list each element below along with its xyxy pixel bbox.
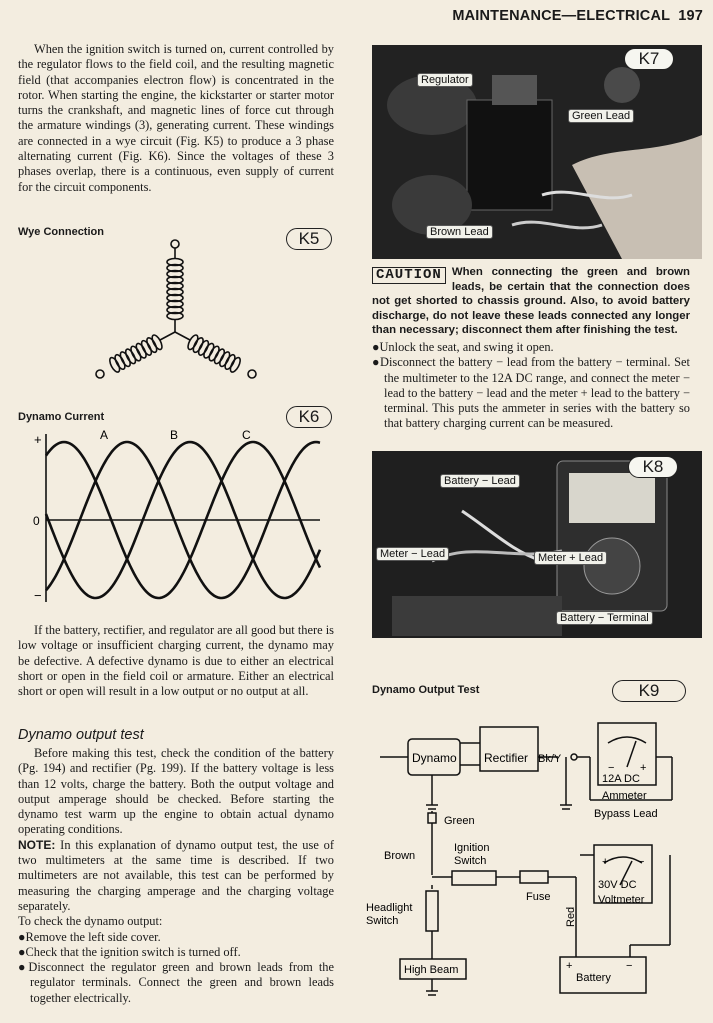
- range-12a-label: 12A DC: [602, 773, 640, 785]
- right-bullets: [372, 340, 690, 432]
- brown-label: Brown: [384, 850, 416, 862]
- fig-k9-label: K9: [612, 680, 686, 702]
- bky-label: Bk/Y: [538, 753, 562, 765]
- fig-k5-label: K5: [286, 228, 332, 250]
- voltmeter-label: Voltmeter: [598, 894, 645, 906]
- wave-a-label: A: [100, 428, 109, 442]
- wave-zero-label: 0: [33, 514, 40, 528]
- switch-label: Switch: [454, 855, 487, 867]
- bypass-lead-label: Bypass Lead: [594, 808, 658, 820]
- wye-connection-diagram: [80, 232, 290, 382]
- dynamo-defect-paragraph: [18, 623, 334, 699]
- k8-photo: [372, 451, 702, 638]
- dynamo-current-caption: Dynamo Current: [18, 411, 105, 423]
- red-label: Red: [565, 906, 577, 927]
- caution-block: [372, 265, 690, 338]
- k7-photo: [372, 45, 702, 259]
- page-number: 197: [678, 8, 703, 24]
- fuse-label: Fuse: [526, 891, 551, 903]
- caution-text: When connecting the green and brown leads, be certain that the connection does not get shorted to chassis ground. Also, to avoid battery discharge, do not leave these leads connected any longer than necessary; disconnect them after finishing the test.: [372, 266, 690, 336]
- ignition-label: Ignition: [454, 842, 490, 854]
- caution-label: CAUTION: [372, 267, 446, 284]
- fig-k7-label: K7: [624, 48, 674, 70]
- check-line: To check the dynamo output:: [18, 914, 163, 929]
- battery-plus: +: [566, 960, 573, 972]
- ammeter-plus: +: [640, 762, 647, 774]
- meter-plus-lead-tag: Meter + Lead: [534, 551, 607, 565]
- voltmeter-plus: +: [602, 856, 609, 868]
- section-title: Dynamo output test: [18, 727, 144, 743]
- voltmeter-minus: −: [638, 856, 645, 868]
- fig-k6-label: K6: [286, 406, 332, 428]
- fig-k8-label: K8: [628, 456, 678, 478]
- right-bullet-1: ●Unlock the seat, and swing it open.: [372, 340, 554, 354]
- wave-plus-label: +: [34, 432, 42, 447]
- wave-c-label: C: [242, 428, 251, 442]
- ammeter-label: Ammeter: [602, 790, 647, 802]
- battery-label: Battery: [576, 972, 611, 984]
- meter-minus-lead-tag: Meter − Lead: [376, 547, 449, 561]
- wye-caption: Wye Connection: [18, 226, 104, 238]
- dynamo-label: Dynamo: [412, 751, 457, 765]
- wave-minus-label: −: [34, 588, 42, 603]
- high-beam-label: High Beam: [404, 964, 459, 976]
- left-bullet-1: ●Remove the left side cover.: [18, 929, 161, 944]
- three-phase-wave-diagram: [24, 424, 324, 614]
- wave-b-label: B: [170, 428, 179, 442]
- header-title: MAINTENANCE—ELECTRICAL: [452, 8, 671, 24]
- dynamo-output-test-diagram: [366, 705, 710, 1005]
- k9-caption: Dynamo Output Test: [372, 684, 480, 696]
- dynamo-defect-text: If the battery, rectifier, and regulator are all good but there is low voltage or insufficient charging current, the dynamo may be defective. A defective dynamo is due to either an electrical short or open in the field coil or armature. Either an electrical short or open will result in a low output or no output at all.: [18, 623, 334, 699]
- test-paragraph: [18, 746, 334, 1006]
- k8-photo-shapes: [372, 451, 702, 638]
- headlight-label: Headlight: [366, 902, 413, 914]
- battery-lead-tag: Battery − Lead: [440, 474, 520, 488]
- left-bullet-2: ●Check that the ignition switch is turned off.: [18, 944, 241, 959]
- intro-text: When the ignition switch is turned on, current controlled by the regulator flows to the field coil, and the resulting magnetic field (that accompanies electron flow) is concentrated in the rotor. When starting the engine, the kickstarter or starter motor turns the crankshaft, and magnetic lines of force cut through the armature windings (3), generating current. These windings are connected in a wye circuit (Fig. K5) to produce a 3 phase alternating current (Fig. K6). Since the voltages of these 3 phases overlap, there is a continuous, even supply of current for the circuit components.: [18, 42, 334, 194]
- ammeter-minus: −: [608, 762, 615, 774]
- left-bullet-3: ●Disconnect the regulator green and brown leads from the regulator terminals. Connect the green and brown leads together electrically.: [18, 960, 334, 1005]
- battery-terminal-tag: Battery − Terminal: [556, 611, 653, 625]
- battery-minus: −: [626, 960, 633, 972]
- note-text: In this explanation of dynamo output test, the use of two multimeters at the same time is described. If two multimeters are not available, this test can be performed by measuring the charging amperage and the charging voltage separately.: [18, 837, 334, 913]
- page-header: [452, 8, 703, 24]
- intro-paragraph: [18, 42, 334, 195]
- regulator-tag: Regulator: [417, 73, 473, 87]
- test-text: Before making this test, check the condition of the battery (Pg. 194) and rectifier (Pg. 199). If the battery voltage is less than 12 volts, charge the battery. Both the output voltage and output amperage should be checked. Before starting the dynamo test warm up the engine to obtain actual dynamo operating conditions.: [18, 746, 334, 837]
- brown-lead-tag: Brown Lead: [426, 225, 493, 239]
- right-bullet-2: ●Disconnect the battery − lead from the battery − terminal. Set the multimeter to the 12A DC range, and connect the meter − lead to the battery − lead and the meter + lead to the battery − terminal. This puts the ammeter in series with the battery so that battery charging current can be measured.: [372, 355, 690, 431]
- headlight-switch-label: Switch: [366, 915, 399, 927]
- green-label: Green: [444, 815, 475, 827]
- range-30v-label: 30V DC: [598, 879, 637, 891]
- note-label: NOTE:: [18, 837, 56, 852]
- rectifier-label: Rectifier: [484, 751, 529, 765]
- green-lead-tag: Green Lead: [568, 109, 634, 123]
